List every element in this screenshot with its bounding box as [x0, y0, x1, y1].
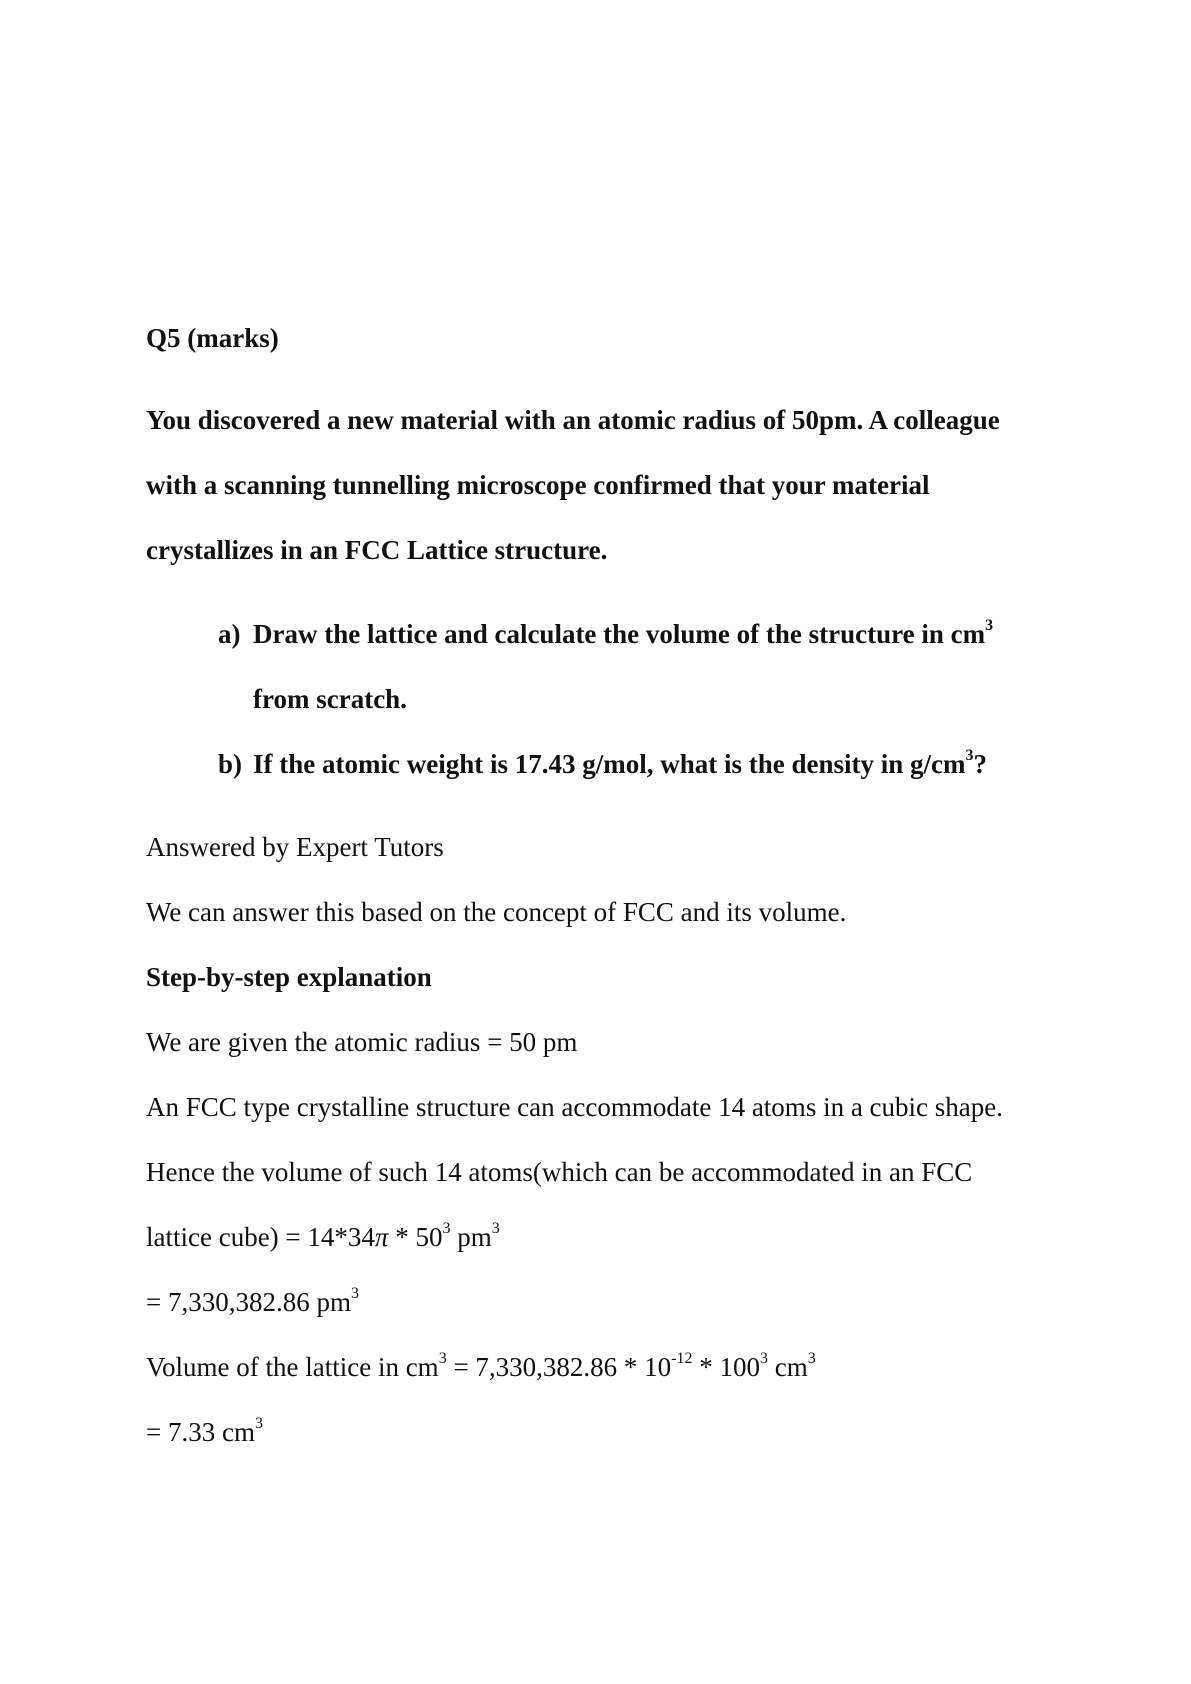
hence-line: Hence the volume of such 14 atoms(which can be accommodated in an FCC	[146, 1157, 973, 1187]
part-b-label: b)	[218, 749, 243, 779]
result-cm: = 7.33 $cm^3$	[146, 1415, 263, 1447]
question-heading: Q5 (marks)	[146, 323, 279, 353]
answer-summary: We can answer this based on the concept of FCC and its volume.	[146, 897, 847, 927]
part-a-line-1: Draw the lattice and calculate the volume of the structure in $cm^3$	[253, 617, 994, 649]
result-pm: = 7,330,382.86 $pm^3$	[146, 1285, 359, 1317]
fcc-line: An FCC type crystalline structure can accommodate 14 atoms in a cubic shape.	[146, 1092, 1003, 1122]
answered-by: Answered by Expert Tutors	[146, 832, 444, 862]
question-intro-line-1: You discovered a new material with an atomic radius of 50pm. A colleague	[146, 405, 1000, 435]
volume-cm-conversion: Volume of the lattice in $cm^3 = 7,330,382.86 * 10^{-12} * 100^3$ $cm^3$	[146, 1350, 816, 1382]
question-intro-line-3: crystallizes in an FCC Lattice structure.	[146, 535, 608, 565]
part-b-line: If the atomic weight is 17.43 g/mol, what is the density in $g/cm^3$?	[253, 747, 987, 779]
given-line: We are given the atomic radius = 50 pm	[146, 1027, 578, 1057]
part-a-label: a)	[218, 619, 241, 649]
explanation-heading: Step-by-step explanation	[146, 962, 432, 992]
part-a-line-2: from scratch.	[253, 684, 407, 714]
lattice-volume-formula: lattice cube) = $14*34\pi * 50^3$ $pm^3$	[146, 1220, 500, 1252]
question-intro-line-2: with a scanning tunnelling microscope confirmed that your material	[146, 470, 930, 500]
